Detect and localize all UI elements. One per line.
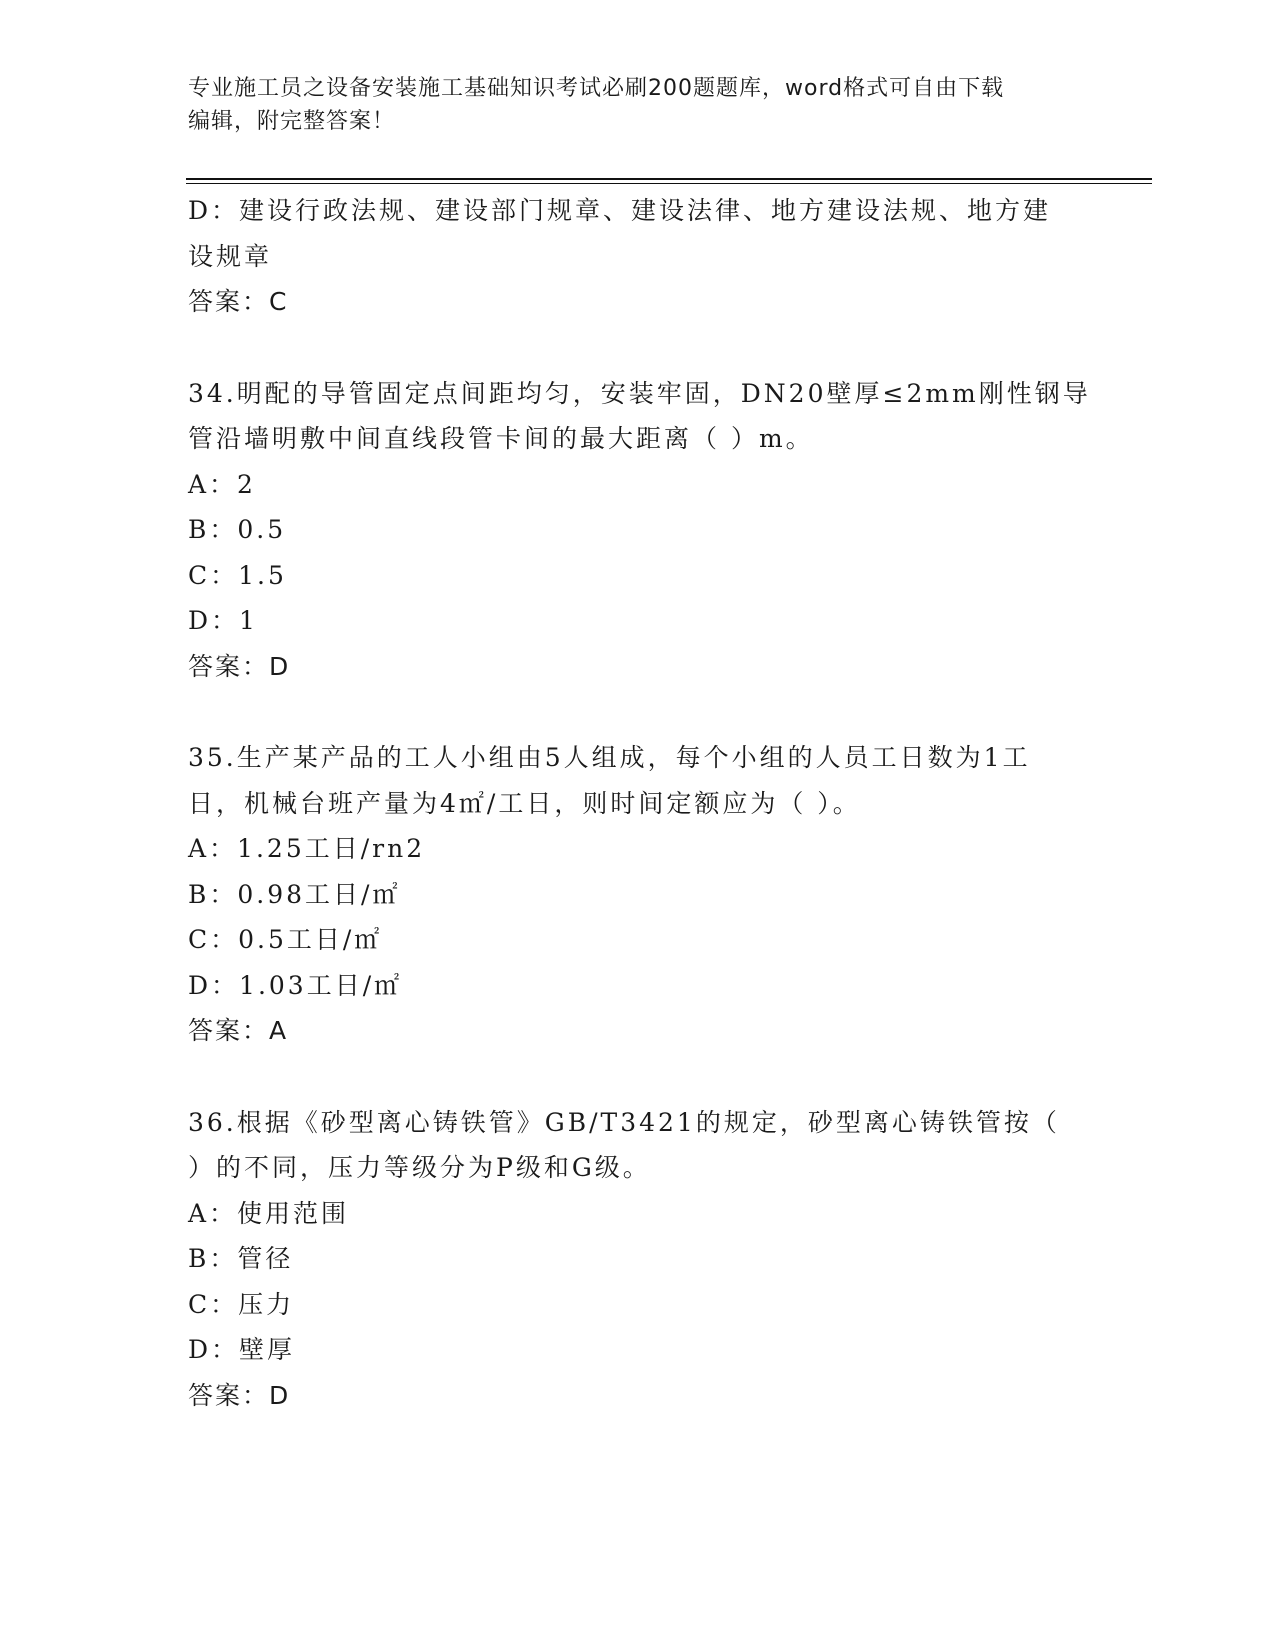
option-b: B：0.5	[188, 515, 287, 544]
question-text-continued: 日，机械台班产量为4㎡/工日，则时间定额应为（ ）。	[188, 788, 861, 818]
option-c: C：1.5	[188, 560, 287, 590]
option-c: C：0.5工日/㎡	[188, 925, 383, 954]
question-33-tail	[188, 188, 1078, 325]
option-c: C：压力	[188, 1289, 295, 1319]
option-a: A：2	[188, 469, 256, 499]
question-text-continued: ）的不同，压力等级分为P级和G级。	[188, 1153, 651, 1182]
header-title-line-2: 编辑，附完整答案！	[188, 109, 396, 134]
header-divider-thin	[186, 183, 1152, 184]
option-a: A：1.25工日/rn2	[188, 834, 426, 863]
option-d: D：建设行政法规、建设部门规章、建设法律、地方建设法规、地方建	[188, 196, 1052, 225]
option-d: D：1	[188, 606, 258, 635]
question-text: 34.明配的导管固定点间距均匀，安装牢固，DN20壁厚≤2mm刚性钢导	[188, 378, 1091, 408]
question-text: 35.生产某产品的工人小组由5人组成，每个小组的人员工日数为1工	[188, 743, 1031, 772]
document-header	[188, 72, 1068, 138]
answer-line: 答案：A	[188, 1016, 289, 1045]
answer-line: 答案：C	[188, 287, 289, 316]
answer-line: 答案：D	[188, 1380, 291, 1410]
header-title-line-1: 专业施工员之设备安装施工基础知识考试必刷200题题库，word格式可自由下载	[188, 76, 1005, 101]
option-d-continued: 设规章	[188, 241, 273, 271]
option-b: B：0.98工日/㎡	[188, 879, 401, 909]
spacer	[188, 1054, 1078, 1100]
option-b: B：管径	[188, 1244, 294, 1273]
question-text: 36.根据《砂型离心铸铁管》GB/T3421的规定，砂型离心铸铁管按（	[188, 1107, 1060, 1137]
spacer	[188, 689, 1078, 735]
question-36	[188, 1100, 1078, 1419]
spacer	[188, 325, 1078, 371]
answer-line: 答案：D	[188, 651, 291, 681]
question-text-continued: 管沿墙明敷中间直线段管卡间的最大距离（ ）m。	[188, 424, 814, 453]
question-34	[188, 371, 1091, 690]
question-list	[188, 188, 1091, 1418]
option-d: D：1.03工日/㎡	[188, 970, 403, 1000]
header-divider-thick	[186, 178, 1152, 180]
option-a: A：使用范围	[188, 1198, 350, 1228]
option-d: D：壁厚	[188, 1335, 296, 1364]
question-35	[188, 735, 1078, 1054]
